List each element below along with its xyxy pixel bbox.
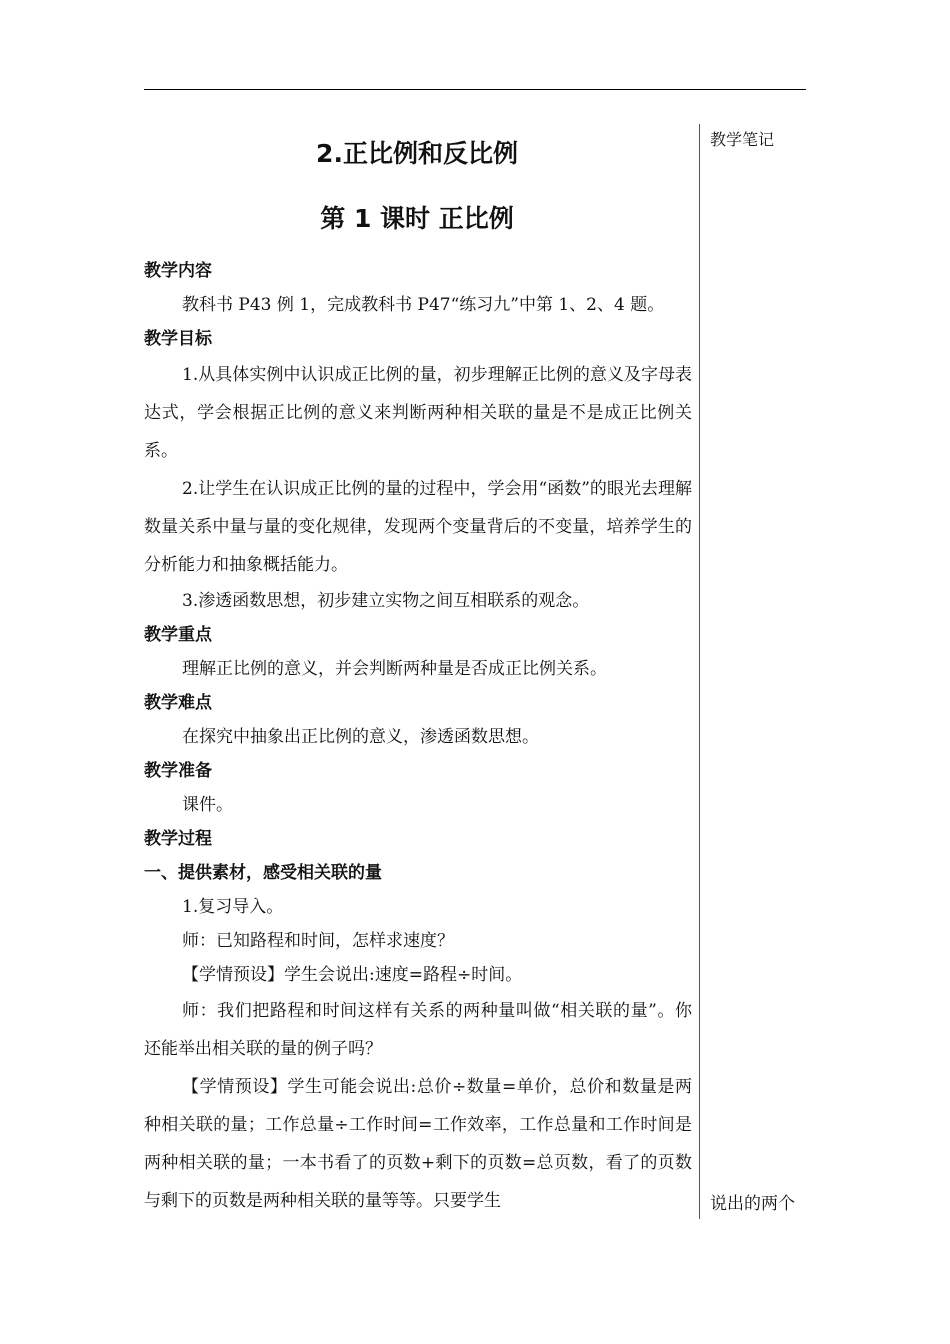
goal-1: 1.从具体实例中认识成正比例的量，初步理解正比例的意义及字母表达式，学会根据正比例的意义来判断两种相关联的量是不是成正比例关系。 (144, 365, 692, 461)
difficulty-text: 在探究中抽象出正比例的意义，渗透函数思想。 (182, 727, 539, 747)
process-heading: 教学过程 (144, 829, 212, 849)
review-text: 1.复习导入。 (182, 897, 284, 917)
preset-answer-1: 【学情预设】学生会说出:速度=路程÷时间。 (182, 965, 523, 985)
teacher-question-1: 师：已知路程和时间，怎样求速度？ (182, 931, 454, 951)
lesson-body (144, 254, 692, 1220)
content-text: 教科书 P43 例 1，完成教科书 P47“练习九”中第 1、2、4 题。 (182, 295, 665, 315)
header-rule (144, 89, 806, 90)
margin-rule (699, 124, 700, 1219)
notes-column-note: 说出的两个 (710, 1194, 795, 1214)
content-heading: 教学内容 (144, 261, 212, 281)
key-text: 理解正比例的意义，并会判断两种量是否成正比例关系。 (182, 659, 607, 679)
prep-heading: 教学准备 (144, 761, 212, 781)
teacher-question-2: 师：我们把路程和时间这样有关系的两种量叫做“相关联的量”。你还能举出相关联的量的例子吗？ (144, 1001, 692, 1059)
key-heading: 教学重点 (144, 625, 212, 645)
goal-3: 3.渗透函数思想，初步建立实物之间互相联系的观念。 (182, 591, 590, 611)
preset-answer-2: 【学情预设】学生可能会说出:总价÷数量=单价，总价和数量是两种相关联的量；工作总量÷工作时间=工作效率，工作总量和工作时间是两种相关联的量；一本书看了的页数+剩下的页数=总页数，看了的页数与剩下的页数是两种相关联的量等等。只要学生 (144, 1077, 692, 1211)
prep-text: 课件。 (182, 795, 233, 815)
section-title: 2.正比例和反比例 (316, 139, 518, 168)
notes-column-header: 教学笔记 (710, 130, 775, 149)
goal-2: 2.让学生在认识成正比例的量的过程中，学会用“函数”的眼光去理解数量关系中量与量的变化规律，发现两个变量背后的不变量，培养学生的分析能力和抽象概括能力。 (144, 479, 692, 575)
goals-heading: 教学目标 (144, 329, 212, 349)
difficulty-heading: 教学难点 (144, 693, 212, 713)
lesson-title: 第 1 课时 正比例 (320, 204, 514, 233)
step1-heading: 一、提供素材，感受相关联的量 (144, 863, 382, 883)
